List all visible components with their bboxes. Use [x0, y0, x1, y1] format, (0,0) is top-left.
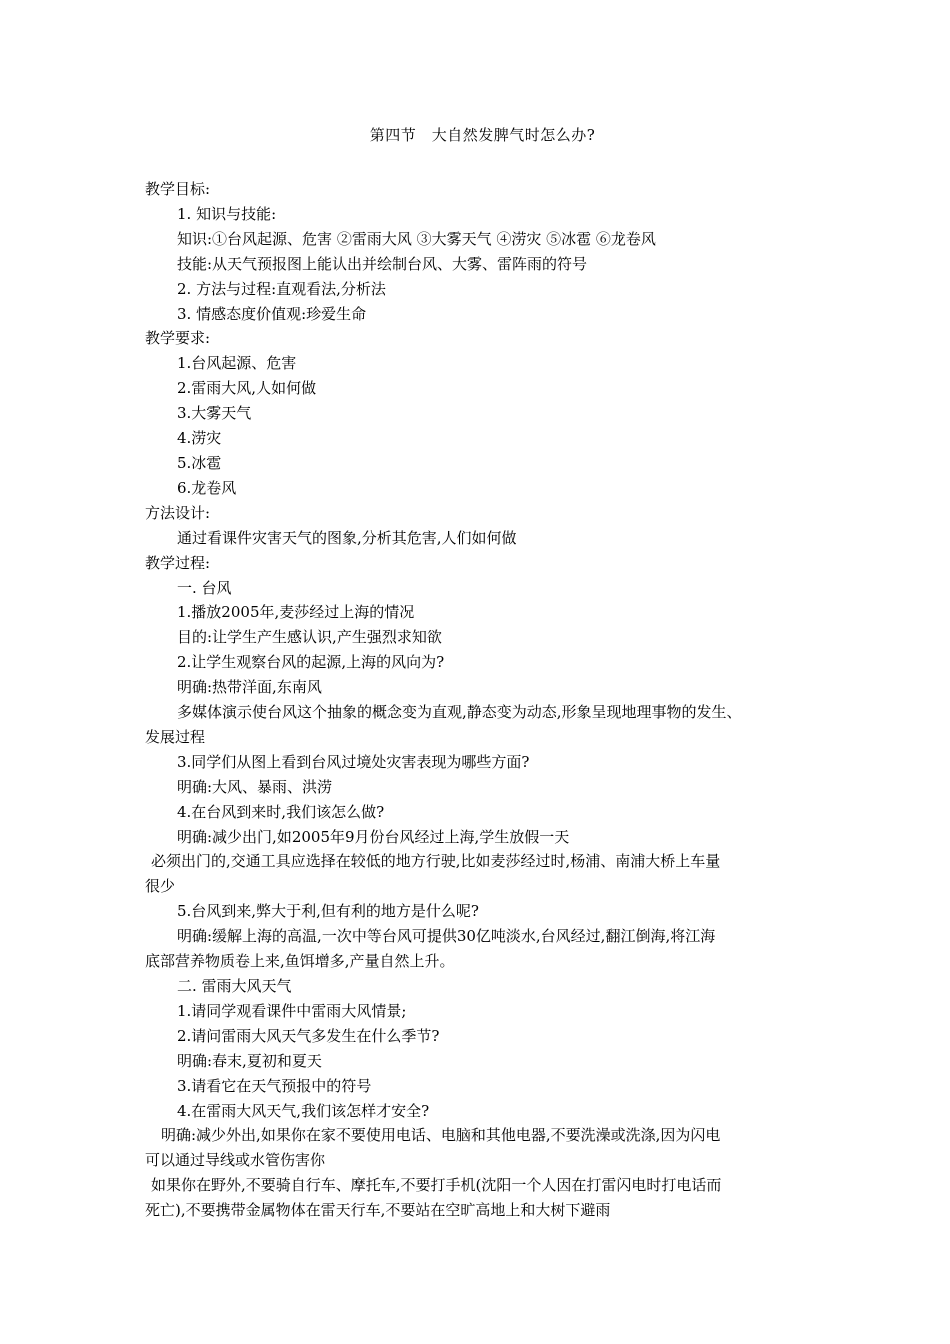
- text-line: 知识:①台风起源、危害 ②雷雨大风 ③大雾天气 ④涝灾 ⑤冰雹 ⑥龙卷风: [177, 229, 656, 248]
- text-line: 技能:从天气预报图上能认出并绘制台风、大雾、雷阵雨的符号: [177, 254, 588, 273]
- text-line: 方法设计:: [145, 503, 211, 522]
- text-line: 多媒体演示使台风这个抽象的概念变为直观,静态变为动态,形象呈现地理事物的发生、: [177, 703, 742, 722]
- text-line: 一. 台风: [177, 578, 232, 597]
- text-line: 通过看课件灾害天气的图象,分析其危害,人们如何做: [177, 528, 517, 547]
- text-line: 发展过程: [145, 727, 206, 746]
- text-line: 明确:缓解上海的高温,一次中等台风可提供30亿吨淡水,台风经过,翻江倒海,将江海: [177, 927, 716, 946]
- text-line: 2. 方法与过程:直观看法,分析法: [177, 279, 386, 298]
- document-title: 第四节 大自然发脾气时怎么办?: [369, 126, 596, 144]
- text-line: 明确:热带洋面,东南风: [177, 678, 322, 697]
- text-line: 可以通过导线或水管伤害你: [145, 1151, 326, 1170]
- text-line: 二. 雷雨大风天气: [177, 977, 292, 995]
- text-line: 3. 情感态度价值观:珍爱生命: [177, 304, 367, 323]
- text-line: 4.在雷雨大风天气,我们该怎样才安全?: [177, 1101, 430, 1120]
- text-line: 1.请同学观看课件中雷雨大风情景;: [177, 1001, 407, 1020]
- text-line: 明确:减少出门,如2005年9月份台风经过上海,学生放假一天: [177, 827, 570, 846]
- text-line: 明确:减少外出,如果你在家不要使用电话、电脑和其他电器,不要洗澡或洗涤,因为闪电: [161, 1126, 721, 1145]
- text-line: 如果你在野外,不要骑自行车、摩托车,不要打手机(沈阳一个人因在打雷闪电时打电话而: [151, 1176, 722, 1195]
- document-page: [145, 123, 820, 1223]
- text-line: 4.涝灾: [177, 429, 222, 448]
- text-line: 教学目标:: [145, 180, 211, 198]
- text-line: 5.冰雹: [177, 453, 222, 472]
- document-body: [145, 177, 820, 1223]
- text-line: 2.请问雷雨大风天气多发生在什么季节?: [177, 1026, 440, 1045]
- text-line: 1.台风起源、危害: [177, 354, 297, 373]
- text-line: 3.请看它在天气预报中的符号: [177, 1076, 372, 1095]
- text-line: 死亡),不要携带金属物体在雷天行车,不要站在空旷高地上和大树下避雨: [145, 1201, 611, 1220]
- text-line: 3.大雾天气: [177, 404, 252, 423]
- text-line: 目的:让学生产生感认识,产生强烈求知欲: [177, 628, 442, 647]
- text-line: 底部营养物质卷上来,鱼饵增多,产量自然上升。: [145, 952, 455, 971]
- text-line: 2.让学生观察台风的起源,上海的风向为?: [177, 653, 445, 672]
- text-line: 1. 知识与技能:: [177, 204, 277, 223]
- text-line: 6.龙卷风: [177, 478, 237, 497]
- text-line: 教学过程:: [145, 553, 211, 572]
- text-line: 明确:春末,夏初和夏天: [177, 1051, 322, 1070]
- text-line: 2.雷雨大风,人如何做: [177, 379, 317, 398]
- text-line: 1.播放2005年,麦莎经过上海的情况: [177, 603, 415, 622]
- text-line: 必须出门的,交通工具应选择在较低的地方行驶,比如麦莎经过时,杨浦、南浦大桥上车量: [151, 852, 721, 871]
- text-line: 5.台风到来,弊大于利,但有利的地方是什么呢?: [177, 902, 479, 921]
- text-line: 3.同学们从图上看到台风过境处灾害表现为哪些方面?: [177, 752, 530, 771]
- text-line: 教学要求:: [145, 329, 211, 348]
- text-line: 明确:大风、暴雨、洪涝: [177, 777, 333, 796]
- text-line: 很少: [145, 877, 176, 896]
- text-line: 4.在台风到来时,我们该怎么做?: [177, 802, 385, 821]
